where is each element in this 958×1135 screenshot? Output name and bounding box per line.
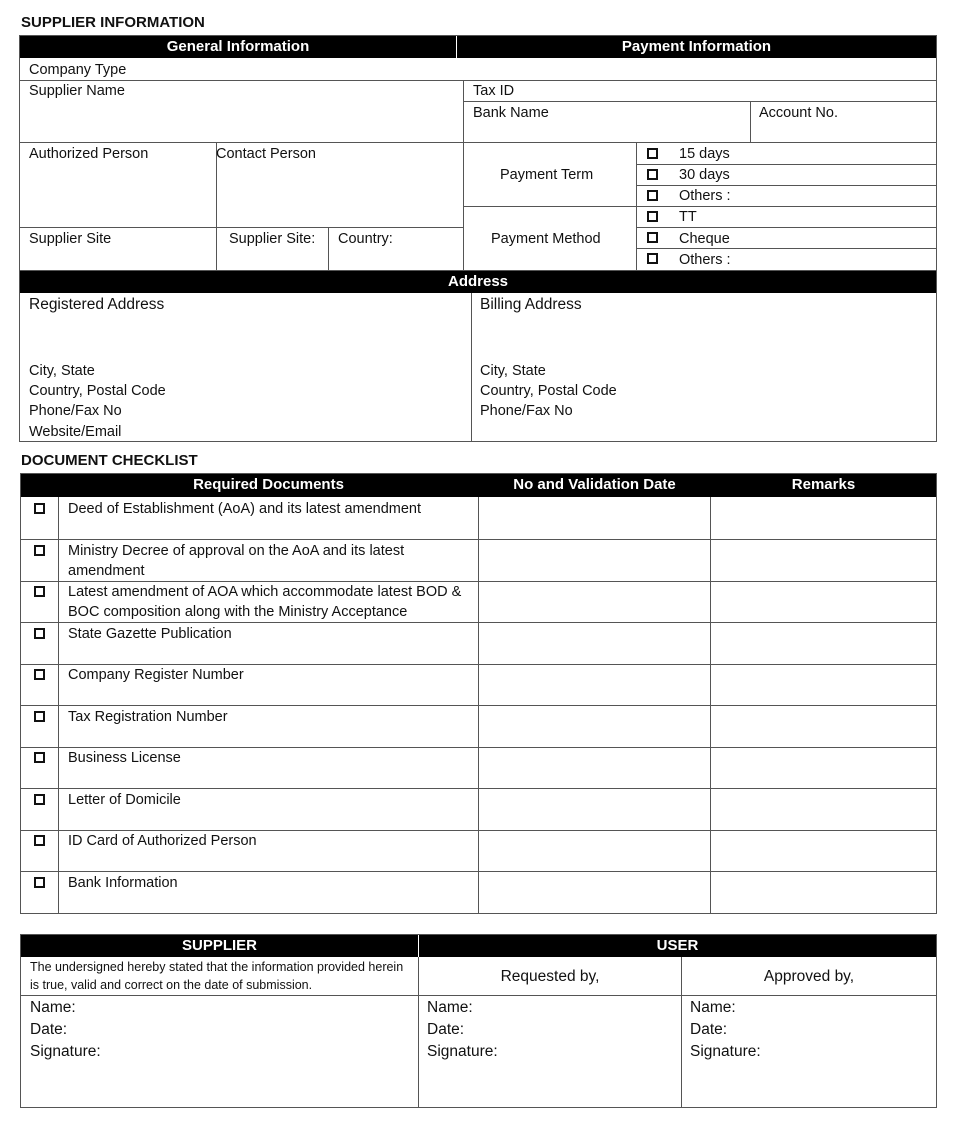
- registered-address-line: City, State: [29, 363, 95, 379]
- approved-by-label: Approved by,: [763, 968, 855, 985]
- payment-method-tt-checkbox[interactable]: [647, 211, 658, 222]
- column-header-validation-date: No and Validation Date: [479, 474, 710, 497]
- account-no-label: Account No.: [759, 105, 838, 121]
- payment-term-15-days-checkbox[interactable]: [647, 148, 658, 159]
- row-divider: [21, 539, 936, 540]
- payment-method-others-checkbox[interactable]: [647, 253, 658, 264]
- divider: [21, 995, 936, 996]
- supplier-statement: The undersigned hereby stated that the information provided herein is true, valid and correct on the date of submission.: [30, 960, 404, 992]
- address-header: Address: [20, 271, 936, 293]
- billing-address-line: Country, Postal Code: [480, 383, 617, 399]
- requester-signature-label: Signature:: [427, 1043, 498, 1060]
- payment-term-others-checkbox[interactable]: [647, 190, 658, 201]
- payment-method-option-label: Cheque: [679, 231, 730, 247]
- divider: [463, 80, 464, 270]
- document-checkbox[interactable]: [34, 503, 45, 514]
- document-checkbox[interactable]: [34, 545, 45, 556]
- row-divider: [21, 871, 936, 872]
- document-item-label: Bank Information: [68, 875, 178, 891]
- divider: [636, 164, 936, 165]
- document-checkbox[interactable]: [34, 877, 45, 888]
- supplier-name-label: Supplier Name: [29, 83, 125, 99]
- document-checkbox[interactable]: [34, 835, 45, 846]
- supplier-site-label: Supplier Site: [29, 231, 112, 247]
- divider: [328, 227, 329, 270]
- billing-address-label: Billing Address: [480, 296, 582, 313]
- document-item-label: Ministry Decree of approval on the AoA and its latest amendment: [68, 543, 405, 579]
- divider: [636, 185, 936, 186]
- company-type-label: Company Type: [29, 62, 127, 78]
- document-checkbox[interactable]: [34, 794, 45, 805]
- payment-term-option-label: 30 days: [679, 167, 730, 183]
- document-item-label: State Gazette Publication: [68, 626, 232, 642]
- document-item-label: Company Register Number: [68, 667, 244, 683]
- document-item-label: Tax Registration Number: [68, 709, 228, 725]
- billing-address-line: Phone/Fax No: [480, 403, 573, 419]
- supplier-signature-label: Signature:: [30, 1043, 101, 1060]
- approver-signature-label: Signature:: [690, 1043, 761, 1060]
- requester-date-label: Date:: [427, 1021, 465, 1038]
- document-checkbox[interactable]: [34, 628, 45, 639]
- payment-method-option-label: Others :: [679, 252, 731, 268]
- row-divider: [21, 622, 936, 623]
- section-title-supplier-information: SUPPLIER INFORMATION: [21, 14, 205, 31]
- authorized-person-label: Authorized Person: [29, 146, 149, 162]
- document-item-label: Deed of Establishment (AoA) and its latest amendment: [68, 501, 422, 517]
- divider: [20, 80, 936, 81]
- document-item-label: Latest amendment of AOA which accommodate latest BOD & BOC composition along with the Ministry Acceptance: [68, 584, 462, 620]
- column-header-remarks: Remarks: [711, 474, 936, 497]
- document-item-label: Business License: [68, 750, 181, 766]
- divider: [636, 227, 936, 228]
- section-title-document-checklist: DOCUMENT CHECKLIST: [21, 452, 198, 469]
- divider: [471, 293, 472, 441]
- document-checkbox[interactable]: [34, 752, 45, 763]
- registered-address-line: Website/Email: [29, 424, 122, 440]
- divider: [636, 142, 637, 270]
- supplier-site-field-label: Supplier Site:: [229, 231, 316, 247]
- approver-date-label: Date:: [690, 1021, 728, 1038]
- divider: [463, 101, 936, 102]
- divider: [20, 227, 463, 228]
- document-checkbox[interactable]: [34, 711, 45, 722]
- divider: [750, 101, 751, 142]
- contact-person-label: Contact Person: [216, 146, 316, 162]
- document-checkbox[interactable]: [34, 586, 45, 597]
- payment-method-cheque-checkbox[interactable]: [647, 232, 658, 243]
- user-header: USER: [419, 935, 936, 957]
- general-information-header: General Information: [20, 36, 456, 58]
- row-divider: [21, 788, 936, 789]
- divider: [20, 142, 936, 143]
- requester-name-label: Name:: [427, 999, 473, 1016]
- document-checkbox[interactable]: [34, 669, 45, 680]
- payment-term-option-label: 15 days: [679, 146, 730, 162]
- payment-method-label: Payment Method: [491, 231, 601, 247]
- divider: [463, 206, 936, 207]
- column-header-required-documents: Required Documents: [59, 474, 478, 497]
- supplier-date-label: Date:: [30, 1021, 68, 1038]
- supplier-header: SUPPLIER: [21, 935, 418, 957]
- bank-name-label: Bank Name: [473, 105, 549, 121]
- approver-name-label: Name:: [690, 999, 736, 1016]
- payment-information-header: Payment Information: [457, 36, 936, 58]
- tax-id-label: Tax ID: [473, 83, 515, 99]
- payment-term-option-label: Others :: [679, 188, 731, 204]
- billing-address-line: City, State: [480, 363, 546, 379]
- country-field-label: Country:: [338, 231, 393, 247]
- payment-method-option-label: TT: [679, 209, 697, 225]
- divider: [636, 248, 936, 249]
- payment-term-30-days-checkbox[interactable]: [647, 169, 658, 180]
- supplier-info-table: [19, 35, 937, 271]
- payment-term-label: Payment Term: [500, 167, 594, 183]
- requested-by-label: Requested by,: [500, 968, 600, 985]
- registered-address-line: Country, Postal Code: [29, 383, 166, 399]
- document-item-label: ID Card of Authorized Person: [68, 833, 257, 849]
- document-item-label: Letter of Domicile: [68, 792, 181, 808]
- registered-address-line: Phone/Fax No: [29, 403, 122, 419]
- supplier-name-label: Name:: [30, 999, 76, 1016]
- registered-address-label: Registered Address: [29, 296, 165, 313]
- row-divider: [21, 705, 936, 706]
